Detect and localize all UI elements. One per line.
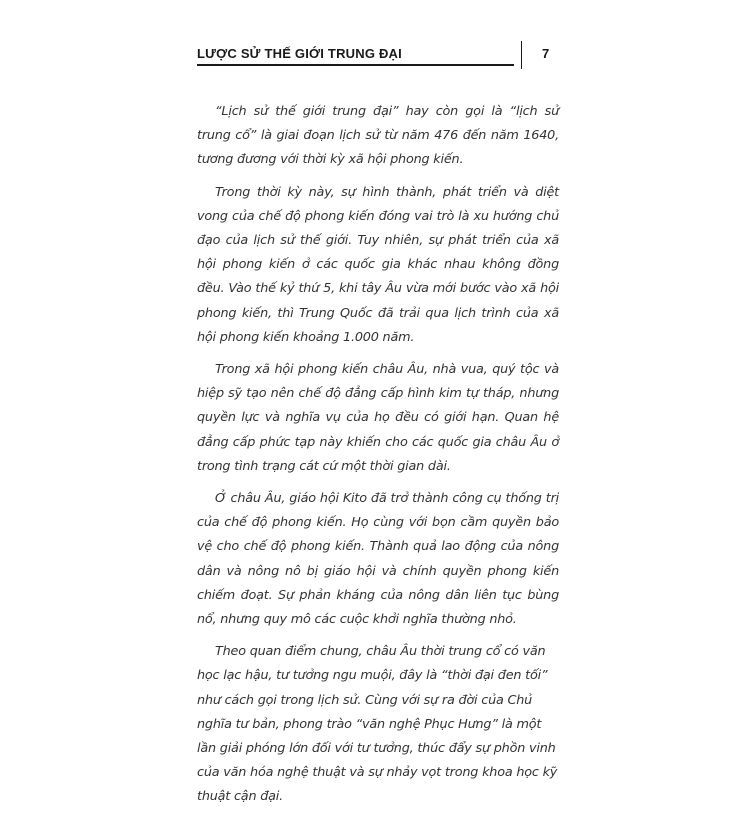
paragraph-2: Trong thời kỳ này, sự hình thành, phát triển và diệt vong của chế độ phong kiến đóng vai trò là xu hướng chủ đạo của lịch sử thế giới. Tuy nhiên, sự phát triển của xã hội phong kiến ở các quốc gia khác nhau không đồng đều. Vào thế kỷ thứ 5, khi tây Âu vừa mới bước vào xã hội phong kiến, thì Trung Quốc đã trải qua lịch trình của xã hội phong kiến khoảng 1.000 năm. [197, 184, 559, 345]
header-rule [197, 64, 514, 66]
page-number: 7 [542, 46, 550, 61]
page-header [197, 41, 557, 71]
paragraph-4: Ở châu Âu, giáo hội Kito đã trở thành công cụ thống trị của chế độ phong kiến. Họ cùng với bọn cầm quyền bảo vệ cho chế độ phong kiến. Thành quả lao động của nông dân và nông nô bị giáo hội và chính quyền phong kiến chiếm đoạt. Sự phản kháng của nông dân liên tục bùng nổ, nhưng quy mô các cuộc khởi nghĩa thường nhỏ. [197, 491, 559, 628]
running-title: LƯỢC SỬ THẾ GIỚI TRUNG ĐẠI [197, 46, 402, 61]
paragraph-1: “Lịch sử thế giới trung đại” hay còn gọi là “lịch sử trung cổ” là giai đoạn lịch sử từ năm 476 đến năm 1640, tương đương với thời kỳ xã hội phong kiến. [197, 104, 559, 168]
paragraph-3: Trong xã hội phong kiến châu Âu, nhà vua, quý tộc và hiệp sỹ tạo nên chế độ đẳng cấp hình kim tự tháp, nhưng quyền lực và nghĩa vụ của họ đều có giới hạn. Quan hệ đẳng cấp phức tạp này khiến cho các quốc gia châu Âu ở trong tình trạng cát cứ một thời gian dài. [197, 362, 559, 474]
paragraph-5: Theo quan điểm chung, châu Âu thời trung cổ có văn học lạc hậu, tư tưởng ngu muội, đây là “thời đại đen tối” như cách gọi trong lịch sử. Cùng với sự ra đời của Chủ nghĩa tư bản, phong trào “văn nghệ Phục Hưng” là một lần giải phóng lớn đối với tư tưởng, thúc đẩy sự phồn vinh của văn hóa nghệ thuật và sự nhảy vọt trong khoa học kỹ thuật cận đại. [197, 644, 558, 805]
text-body [197, 100, 559, 818]
header-divider [521, 41, 522, 69]
